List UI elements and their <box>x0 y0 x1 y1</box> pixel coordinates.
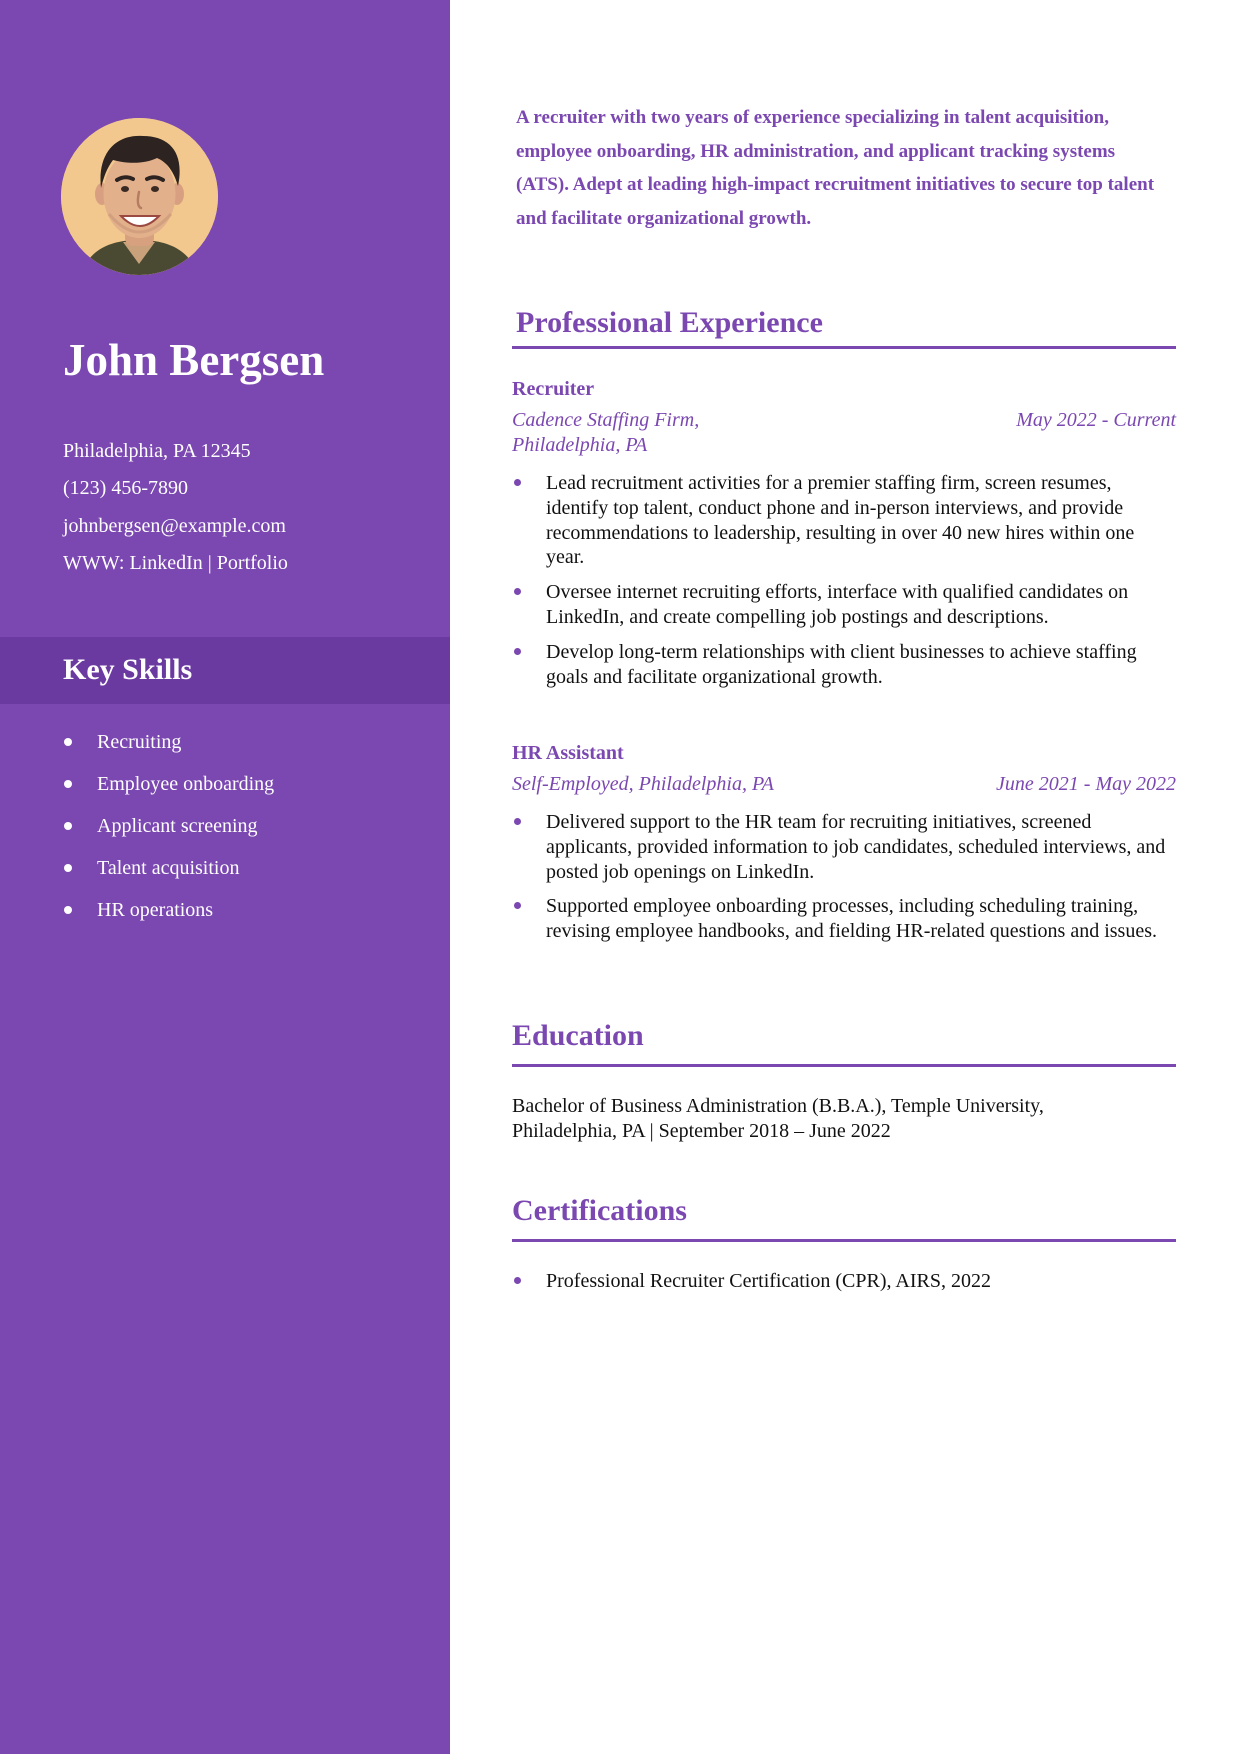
job-dates: May 2022 - Current <box>1016 409 1176 431</box>
web-prefix: WWW: <box>63 552 125 574</box>
company-name: Cadence Staffing Firm, <box>512 409 700 431</box>
certifications-list <box>512 1269 1176 1304</box>
skill-item <box>63 896 274 938</box>
education-degree: Bachelor of Business Administration (B.B.A.), Temple University, <box>512 1095 1044 1117</box>
portfolio-link[interactable]: Portfolio <box>216 552 288 574</box>
bullet-text: Delivered support to the HR team for recruiting initiatives, screened applicants, provided information to job candidates, scheduled interviews, and posted job openings on LinkedIn. <box>546 811 1166 883</box>
bullet-icon <box>514 1277 521 1284</box>
skill-label: Employee onboarding <box>97 773 275 795</box>
summary: A recruiter with two years of experience specializing in talent acquisition, employee onboarding, HR administration, and applicant tracking systems (ATS). Adept at leading high-impact recruitment initiatives to secure top talent and facilitate organizational growth. <box>516 107 1155 229</box>
location: Philadelphia, PA 12345 <box>63 440 251 462</box>
company-location: Philadelphia, PA <box>512 434 648 456</box>
bullet-icon <box>64 822 72 830</box>
list-item <box>512 580 1176 630</box>
phone: (123) 456-7890 <box>63 477 188 499</box>
experience-divider <box>512 346 1176 349</box>
bullet-icon <box>64 780 72 788</box>
bullet-icon <box>514 902 521 909</box>
job-bullets <box>512 471 1176 699</box>
bullet-icon <box>514 588 521 595</box>
bullet-icon <box>64 906 72 914</box>
bullet-icon <box>514 479 521 486</box>
job-dates: June 2021 - May 2022 <box>996 773 1176 795</box>
certification-text: Professional Recruiter Certification (CPR), AIRS, 2022 <box>546 1270 991 1292</box>
job-bullets <box>512 810 1176 954</box>
bullet-text: Lead recruitment activities for a premier staffing firm, screen resumes, identify top talent, conduct phone and in-person interviews, and provide recommendations to leadership, resulting in over 40 new hires within one year. <box>546 472 1135 569</box>
company-name: Self-Employed, Philadelphia, PA <box>512 773 774 795</box>
education-title: Education <box>512 1019 644 1052</box>
linkedin-link[interactable]: LinkedIn <box>129 552 203 574</box>
sidebar <box>0 0 450 1754</box>
skill-item <box>63 728 274 770</box>
certifications-divider <box>512 1239 1176 1242</box>
bullet-text: Oversee internet recruiting efforts, interface with qualified candidates on LinkedIn, and create compelling job postings and descriptions. <box>546 581 1129 628</box>
education-entry <box>512 1094 1176 1144</box>
skills-list <box>63 728 274 938</box>
education-details: Philadelphia, PA | September 2018 – June 2022 <box>512 1120 891 1142</box>
candidate-name: John Bergsen <box>63 335 325 385</box>
bullet-icon <box>514 648 521 655</box>
skills-title: Key Skills <box>63 653 193 686</box>
list-item <box>512 810 1176 884</box>
skill-label: Applicant screening <box>97 815 258 837</box>
skill-label: Recruiting <box>97 731 182 753</box>
skill-item <box>63 812 274 854</box>
skill-label: Talent acquisition <box>97 857 240 879</box>
bullet-icon <box>64 738 72 746</box>
skill-label: HR operations <box>97 899 214 921</box>
bullet-text: Develop long-term relationships with client businesses to achieve staffing goals and facilitate organizational growth. <box>546 640 1137 688</box>
email[interactable]: johnbergsen@example.com <box>63 515 286 537</box>
avatar <box>61 118 218 275</box>
experience-title: Professional Experience <box>516 306 823 339</box>
list-item <box>512 1269 1176 1294</box>
certifications-title: Certifications <box>512 1194 687 1227</box>
web-separator: | <box>207 552 212 574</box>
skill-item <box>63 770 274 812</box>
list-item <box>512 640 1176 690</box>
web-links <box>63 549 288 577</box>
education-divider <box>512 1064 1176 1067</box>
skill-item <box>63 854 274 896</box>
profile-photo <box>61 118 218 275</box>
job-title: HR Assistant <box>512 742 624 764</box>
list-item <box>512 894 1176 944</box>
job-title: Recruiter <box>512 378 595 400</box>
bullet-text: Supported employee onboarding processes, including scheduling training, revising employee handbooks, and fielding HR-related questions and issues. <box>546 895 1157 943</box>
list-item <box>512 471 1176 570</box>
bullet-icon <box>64 864 72 872</box>
bullet-icon <box>514 818 521 825</box>
